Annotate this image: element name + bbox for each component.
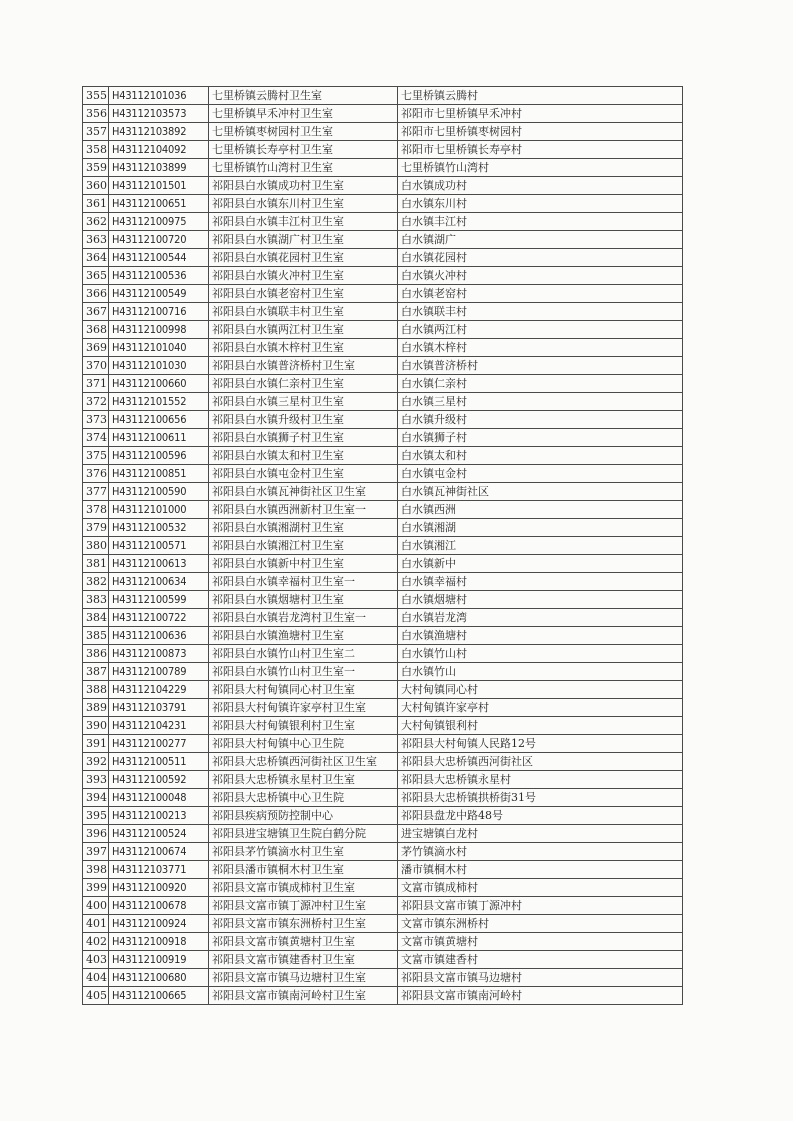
facility-address-cell: 祁阳市七里桥镇枣树园村	[398, 123, 683, 141]
table-row	[83, 861, 683, 879]
facility-code-cell: H43112100918	[109, 933, 209, 951]
facility-code-cell: H43112103892	[109, 123, 209, 141]
row-number-cell: 380	[83, 537, 109, 555]
facility-code-cell: H43112100048	[109, 789, 209, 807]
facility-address-cell: 白水镇木梓村	[398, 339, 683, 357]
facility-code-cell: H43112101000	[109, 501, 209, 519]
facility-address-cell: 祁阳市七里桥镇早禾冲村	[398, 105, 683, 123]
row-number-cell: 378	[83, 501, 109, 519]
row-number-cell: 381	[83, 555, 109, 573]
facility-code-cell: H43112100680	[109, 969, 209, 987]
facility-address-cell: 潘市镇桐木村	[398, 861, 683, 879]
row-number-cell: 369	[83, 339, 109, 357]
facility-address-cell: 祁阳县文富市镇马边塘村	[398, 969, 683, 987]
facility-name-cell: 祁阳县白水镇湘湖村卫生室	[209, 519, 398, 537]
facility-name-cell: 祁阳县白水镇三星村卫生室	[209, 393, 398, 411]
row-number-cell: 357	[83, 123, 109, 141]
row-number-cell: 361	[83, 195, 109, 213]
table-row	[83, 375, 683, 393]
table-row	[83, 681, 683, 699]
facility-name-cell: 祁阳县大村甸镇中心卫生院	[209, 735, 398, 753]
table-row	[83, 483, 683, 501]
table-row	[83, 537, 683, 555]
table-row	[83, 429, 683, 447]
facility-name-cell: 祁阳县文富市镇东洲桥村卫生室	[209, 915, 398, 933]
facility-code-cell: H43112100920	[109, 879, 209, 897]
facility-name-cell: 祁阳县疾病预防控制中心	[209, 807, 398, 825]
table-row	[83, 717, 683, 735]
facility-name-cell: 祁阳县白水镇仁亲村卫生室	[209, 375, 398, 393]
row-number-cell: 368	[83, 321, 109, 339]
facility-code-cell: H43112101552	[109, 393, 209, 411]
row-number-cell: 404	[83, 969, 109, 987]
facility-address-cell: 文富市镇黄塘村	[398, 933, 683, 951]
facility-code-cell: H43112104231	[109, 717, 209, 735]
row-number-cell: 390	[83, 717, 109, 735]
facility-address-cell: 祁阳市七里桥镇长寿亭村	[398, 141, 683, 159]
row-number-cell: 370	[83, 357, 109, 375]
row-number-cell: 396	[83, 825, 109, 843]
row-number-cell: 364	[83, 249, 109, 267]
row-number-cell: 395	[83, 807, 109, 825]
row-number-cell: 399	[83, 879, 109, 897]
table-row	[83, 195, 683, 213]
row-number-cell: 391	[83, 735, 109, 753]
facility-address-cell: 祁阳县盘龙中路48号	[398, 807, 683, 825]
table-row	[83, 447, 683, 465]
row-number-cell: 383	[83, 591, 109, 609]
facility-name-cell: 祁阳县白水镇渔塘村卫生室	[209, 627, 398, 645]
table-row	[83, 789, 683, 807]
row-number-cell: 363	[83, 231, 109, 249]
facility-code-cell: H43112100851	[109, 465, 209, 483]
facility-address-cell: 文富市镇成柿村	[398, 879, 683, 897]
facility-code-cell: H43112100665	[109, 987, 209, 1005]
facility-code-cell: H43112100660	[109, 375, 209, 393]
facility-address-cell: 文富市镇建香村	[398, 951, 683, 969]
table-row	[83, 609, 683, 627]
facility-code-cell: H43112100544	[109, 249, 209, 267]
table-row	[83, 393, 683, 411]
facility-code-cell: H43112100636	[109, 627, 209, 645]
facility-name-cell: 祁阳县白水镇普济桥村卫生室	[209, 357, 398, 375]
table-row	[83, 519, 683, 537]
facility-code-cell: H43112100789	[109, 663, 209, 681]
table-row	[83, 627, 683, 645]
facility-address-cell: 白水镇狮子村	[398, 429, 683, 447]
row-number-cell: 355	[83, 87, 109, 105]
table-row	[83, 645, 683, 663]
facility-name-cell: 祁阳县白水镇竹山村卫生室一	[209, 663, 398, 681]
facility-address-cell: 七里桥镇云腾村	[398, 87, 683, 105]
table-row	[83, 699, 683, 717]
facility-address-cell: 白水镇竹山	[398, 663, 683, 681]
facility-address-cell: 白水镇东川村	[398, 195, 683, 213]
facility-name-cell: 祁阳县进宝塘镇卫生院白鹤分院	[209, 825, 398, 843]
facility-name-cell: 祁阳县白水镇花园村卫生室	[209, 249, 398, 267]
facility-name-cell: 祁阳县白水镇老窑村卫生室	[209, 285, 398, 303]
row-number-cell: 358	[83, 141, 109, 159]
facility-code-cell: H43112100592	[109, 771, 209, 789]
facility-code-cell: H43112101036	[109, 87, 209, 105]
facility-code-cell: H43112100549	[109, 285, 209, 303]
facility-code-cell: H43112104229	[109, 681, 209, 699]
row-number-cell: 371	[83, 375, 109, 393]
table-row	[83, 357, 683, 375]
facility-address-cell: 七里桥镇竹山湾村	[398, 159, 683, 177]
table-row	[83, 915, 683, 933]
row-number-cell: 403	[83, 951, 109, 969]
row-number-cell: 394	[83, 789, 109, 807]
row-number-cell: 397	[83, 843, 109, 861]
row-number-cell: 402	[83, 933, 109, 951]
table-row	[83, 123, 683, 141]
row-number-cell: 386	[83, 645, 109, 663]
facility-name-cell: 祁阳县白水镇西洲新村卫生室一	[209, 501, 398, 519]
facility-name-cell: 七里桥镇长寿亭村卫生室	[209, 141, 398, 159]
row-number-cell: 384	[83, 609, 109, 627]
facility-name-cell: 祁阳县大忠桥镇西河街社区卫生室	[209, 753, 398, 771]
table-row	[83, 555, 683, 573]
facility-address-cell: 白水镇太和村	[398, 447, 683, 465]
facility-address-cell: 白水镇湘江	[398, 537, 683, 555]
facility-name-cell: 七里桥镇云腾村卫生室	[209, 87, 398, 105]
table-row	[83, 177, 683, 195]
facility-name-cell: 祁阳县白水镇升级村卫生室	[209, 411, 398, 429]
table-row	[83, 303, 683, 321]
facility-code-cell: H43112101501	[109, 177, 209, 195]
facility-code-cell: H43112100651	[109, 195, 209, 213]
facility-name-cell: 祁阳县文富市镇黄塘村卫生室	[209, 933, 398, 951]
facility-name-cell: 七里桥镇竹山湾村卫生室	[209, 159, 398, 177]
facility-name-cell: 祁阳县白水镇狮子村卫生室	[209, 429, 398, 447]
facility-address-cell: 白水镇竹山村	[398, 645, 683, 663]
facility-name-cell: 祁阳县茅竹镇滴水村卫生室	[209, 843, 398, 861]
facility-code-cell: H43112100596	[109, 447, 209, 465]
row-number-cell: 375	[83, 447, 109, 465]
facility-code-cell: H43112100611	[109, 429, 209, 447]
facility-address-cell: 祁阳县大忠桥镇永星村	[398, 771, 683, 789]
facility-address-cell: 白水镇湘湖	[398, 519, 683, 537]
facility-address-cell: 祁阳县大村甸镇人民路12号	[398, 735, 683, 753]
facility-address-cell: 白水镇湖广	[398, 231, 683, 249]
row-number-cell: 376	[83, 465, 109, 483]
facility-code-cell: H43112103573	[109, 105, 209, 123]
facility-table-body	[83, 87, 683, 1005]
facility-address-cell: 白水镇西洲	[398, 501, 683, 519]
facility-address-cell: 大村甸镇许家亭村	[398, 699, 683, 717]
table-row	[83, 933, 683, 951]
facility-code-cell: H43112100674	[109, 843, 209, 861]
facility-address-cell: 祁阳县大忠桥镇拱桥街31号	[398, 789, 683, 807]
facility-code-cell: H43112100678	[109, 897, 209, 915]
row-number-cell: 382	[83, 573, 109, 591]
facility-code-cell: H43112100536	[109, 267, 209, 285]
facility-address-cell: 白水镇新中	[398, 555, 683, 573]
facility-address-cell: 白水镇两江村	[398, 321, 683, 339]
table-row	[83, 465, 683, 483]
table-row	[83, 321, 683, 339]
facility-address-cell: 文富市镇东洲桥村	[398, 915, 683, 933]
table-row	[83, 843, 683, 861]
facility-name-cell: 祁阳县白水镇屯金村卫生室	[209, 465, 398, 483]
facility-address-cell: 白水镇普济桥村	[398, 357, 683, 375]
table-row	[83, 501, 683, 519]
facility-name-cell: 祁阳县白水镇新中村卫生室	[209, 555, 398, 573]
facility-name-cell: 祁阳县白水镇木梓村卫生室	[209, 339, 398, 357]
table-row	[83, 951, 683, 969]
row-number-cell: 389	[83, 699, 109, 717]
facility-name-cell: 祁阳县白水镇幸福村卫生室一	[209, 573, 398, 591]
table-row	[83, 105, 683, 123]
facility-code-cell: H43112100590	[109, 483, 209, 501]
facility-address-cell: 白水镇瓦神街社区	[398, 483, 683, 501]
facility-address-cell: 白水镇岩龙湾	[398, 609, 683, 627]
row-number-cell: 385	[83, 627, 109, 645]
facility-name-cell: 祁阳县白水镇岩龙湾村卫生室一	[209, 609, 398, 627]
row-number-cell: 374	[83, 429, 109, 447]
facility-address-cell: 白水镇花园村	[398, 249, 683, 267]
table-row	[83, 879, 683, 897]
facility-name-cell: 祁阳县潘市镇桐木村卫生室	[209, 861, 398, 879]
table-row	[83, 249, 683, 267]
table-row	[83, 141, 683, 159]
facility-name-cell: 祁阳县白水镇烟塘村卫生室	[209, 591, 398, 609]
table-row	[83, 411, 683, 429]
facility-name-cell: 祁阳县白水镇东川村卫生室	[209, 195, 398, 213]
facility-code-cell: H43112100613	[109, 555, 209, 573]
facility-code-cell: H43112100873	[109, 645, 209, 663]
facility-address-cell: 白水镇老窑村	[398, 285, 683, 303]
facility-code-cell: H43112100277	[109, 735, 209, 753]
facility-address-cell: 白水镇幸福村	[398, 573, 683, 591]
facility-name-cell: 祁阳县白水镇丰江村卫生室	[209, 213, 398, 231]
row-number-cell: 392	[83, 753, 109, 771]
table-row	[83, 87, 683, 105]
table-row	[83, 807, 683, 825]
facility-address-cell: 祁阳县文富市镇南河岭村	[398, 987, 683, 1005]
facility-name-cell: 祁阳县白水镇成功村卫生室	[209, 177, 398, 195]
facility-name-cell: 祁阳县白水镇两江村卫生室	[209, 321, 398, 339]
facility-address-cell: 祁阳县文富市镇丁源冲村	[398, 897, 683, 915]
facility-code-cell: H43112101030	[109, 357, 209, 375]
table-row	[83, 969, 683, 987]
facility-address-cell: 白水镇火冲村	[398, 267, 683, 285]
facility-name-cell: 祁阳县白水镇湘江村卫生室	[209, 537, 398, 555]
facility-code-cell: H43112100716	[109, 303, 209, 321]
facility-address-cell: 大村甸镇银利村	[398, 717, 683, 735]
facility-name-cell: 祁阳县大村甸镇银利村卫生室	[209, 717, 398, 735]
table-row	[83, 663, 683, 681]
facility-name-cell: 祁阳县白水镇竹山村卫生室二	[209, 645, 398, 663]
facility-name-cell: 祁阳县白水镇火冲村卫生室	[209, 267, 398, 285]
row-number-cell: 356	[83, 105, 109, 123]
facility-name-cell: 祁阳县大村甸镇许家亭村卫生室	[209, 699, 398, 717]
facility-name-cell: 祁阳县文富市镇成柿村卫生室	[209, 879, 398, 897]
facility-address-cell: 白水镇渔塘村	[398, 627, 683, 645]
facility-code-cell: H43112100511	[109, 753, 209, 771]
facility-code-cell: H43112100213	[109, 807, 209, 825]
facility-address-cell: 白水镇联丰村	[398, 303, 683, 321]
facility-code-cell: H43112100524	[109, 825, 209, 843]
facility-address-cell: 茅竹镇滴水村	[398, 843, 683, 861]
facility-code-cell: H43112100720	[109, 231, 209, 249]
facility-code-cell: H43112100571	[109, 537, 209, 555]
facility-address-cell: 大村甸镇同心村	[398, 681, 683, 699]
row-number-cell: 401	[83, 915, 109, 933]
facility-code-cell: H43112103899	[109, 159, 209, 177]
table-row	[83, 213, 683, 231]
facility-code-cell: H43112100532	[109, 519, 209, 537]
facility-code-cell: H43112100722	[109, 609, 209, 627]
facility-name-cell: 祁阳县大村甸镇同心村卫生室	[209, 681, 398, 699]
row-number-cell: 360	[83, 177, 109, 195]
row-number-cell: 372	[83, 393, 109, 411]
facility-code-cell: H43112100919	[109, 951, 209, 969]
facility-code-cell: H43112100634	[109, 573, 209, 591]
row-number-cell: 365	[83, 267, 109, 285]
facility-address-cell: 白水镇仁亲村	[398, 375, 683, 393]
facility-code-cell: H43112100975	[109, 213, 209, 231]
table-row	[83, 573, 683, 591]
row-number-cell: 387	[83, 663, 109, 681]
facility-name-cell: 祁阳县大忠桥镇中心卫生院	[209, 789, 398, 807]
table-row	[83, 159, 683, 177]
row-number-cell: 366	[83, 285, 109, 303]
facility-code-cell: H43112100998	[109, 321, 209, 339]
facility-address-cell: 白水镇升级村	[398, 411, 683, 429]
table-row	[83, 825, 683, 843]
facility-name-cell: 祁阳县白水镇联丰村卫生室	[209, 303, 398, 321]
facility-name-cell: 七里桥镇早禾冲村卫生室	[209, 105, 398, 123]
table-row	[83, 285, 683, 303]
row-number-cell: 393	[83, 771, 109, 789]
facility-name-cell: 祁阳县文富市镇建香村卫生室	[209, 951, 398, 969]
facility-name-cell: 祁阳县白水镇瓦神街社区卫生室	[209, 483, 398, 501]
facility-name-cell: 祁阳县大忠桥镇永星村卫生室	[209, 771, 398, 789]
table-row	[83, 897, 683, 915]
facility-address-cell: 白水镇屯金村	[398, 465, 683, 483]
facility-name-cell: 祁阳县文富市镇南河岭村卫生室	[209, 987, 398, 1005]
facility-code-cell: H43112103791	[109, 699, 209, 717]
facility-code-cell: H43112103771	[109, 861, 209, 879]
table-row	[83, 231, 683, 249]
facility-code-cell: H43112100599	[109, 591, 209, 609]
facility-code-cell: H43112101040	[109, 339, 209, 357]
facility-address-cell: 白水镇三星村	[398, 393, 683, 411]
table-row	[83, 267, 683, 285]
facility-name-cell: 祁阳县文富市镇马边塘村卫生室	[209, 969, 398, 987]
table-row	[83, 771, 683, 789]
row-number-cell: 400	[83, 897, 109, 915]
facility-name-cell: 七里桥镇枣树园村卫生室	[209, 123, 398, 141]
row-number-cell: 405	[83, 987, 109, 1005]
row-number-cell: 377	[83, 483, 109, 501]
facility-table	[82, 86, 683, 1005]
table-row	[83, 735, 683, 753]
facility-name-cell: 祁阳县白水镇太和村卫生室	[209, 447, 398, 465]
row-number-cell: 367	[83, 303, 109, 321]
row-number-cell: 388	[83, 681, 109, 699]
table-row	[83, 987, 683, 1005]
facility-address-cell: 白水镇烟塘村	[398, 591, 683, 609]
facility-name-cell: 祁阳县文富市镇丁源冲村卫生室	[209, 897, 398, 915]
facility-code-cell: H43112100656	[109, 411, 209, 429]
row-number-cell: 379	[83, 519, 109, 537]
table-row	[83, 591, 683, 609]
row-number-cell: 398	[83, 861, 109, 879]
facility-name-cell: 祁阳县白水镇湖广村卫生室	[209, 231, 398, 249]
row-number-cell: 359	[83, 159, 109, 177]
row-number-cell: 373	[83, 411, 109, 429]
table-row	[83, 753, 683, 771]
facility-address-cell: 进宝塘镇白龙村	[398, 825, 683, 843]
row-number-cell: 362	[83, 213, 109, 231]
facility-address-cell: 白水镇成功村	[398, 177, 683, 195]
facility-code-cell: H43112104092	[109, 141, 209, 159]
facility-code-cell: H43112100924	[109, 915, 209, 933]
facility-address-cell: 祁阳县大忠桥镇西河街社区	[398, 753, 683, 771]
table-row	[83, 339, 683, 357]
facility-address-cell: 白水镇丰江村	[398, 213, 683, 231]
